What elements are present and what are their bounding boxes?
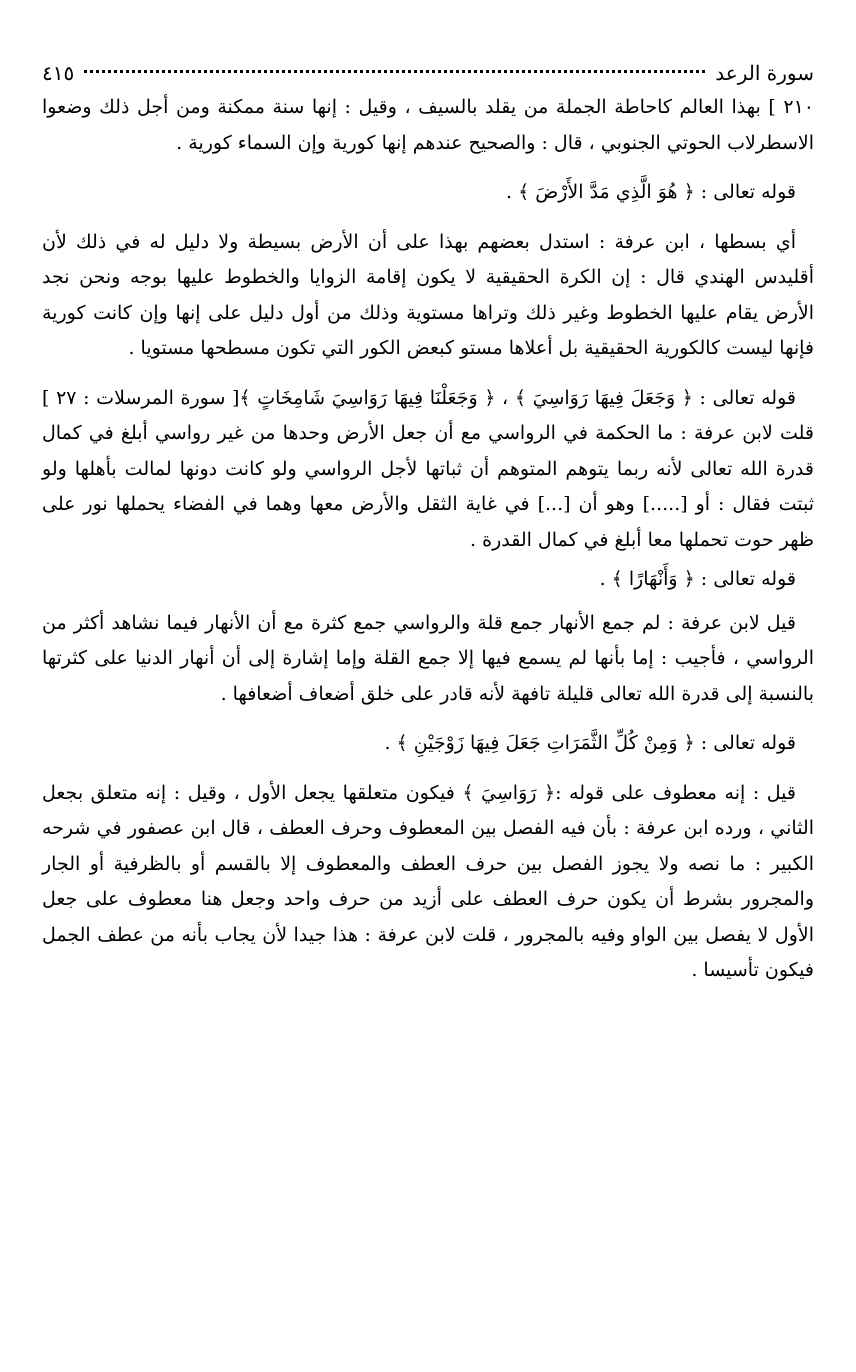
page-body xyxy=(42,90,814,989)
surah-title: سورة الرعد xyxy=(715,61,814,85)
paragraph: أي بسطها ، ابن عرفة : استدل بعضهم بهذا على أن الأرض بسيطة ولا دليل له في ذلك لأن أقليدس الهندي قال : إن الكرة الحقيقية لا يكون إقامة الزوايا والخطوط عليها بوجه ونحن نجد الأرض يقام عليها الخطوط وغير ذلك وتراها مستوية وذلك من أول دليل على إنها وإن كانت كورية فإنها ليست كالكورية الحقيقية بل أعلاها مستو كبعض الكور التي تكون مسطحها مستويا . xyxy=(42,230,814,359)
paragraph: ٢١٠ ] بهذا العالم كاحاطة الجملة من يقلد بالسيف ، وقيل : إنها سنة ممكنة ومن أجل ذلك وضعوا الاسطرلاب الحوتي الجنوبي ، قال : والصحيح عندهم إنها كورية وإن السماء كورية . xyxy=(42,96,814,154)
page-number: ٤١٥ xyxy=(42,61,75,85)
verse-heading: قوله تعالى : ﴿ هُوَ الَّذِي مَدَّ الأَرْضَ ﴾ . xyxy=(506,181,796,203)
verse-heading: قوله تعالى : ﴿ وَأَنْهَارًا ﴾ . xyxy=(599,568,796,590)
dotted-leader xyxy=(84,70,705,73)
verse-heading: قوله تعالى : ﴿ وَمِنْ كُلِّ الثَّمَرَاتِ جَعَلَ فِيهَا زَوْجَيْنِ ﴾ . xyxy=(384,732,796,754)
running-header xyxy=(42,58,814,88)
paragraph: قوله تعالى : ﴿ وَجَعَلَ فِيهَا رَوَاسِيَ ﴾ ، ﴿ وَجَعَلْنَا فِيهَا رَوَاسِيَ شَامِخَاتٍ ﴾[ سورة المرسلات : ٢٧ ] قلت لابن عرفة : ما الحكمة في الرواسي مع أن جعل الأرض وحدها من غير رواسي أبلغ في كمال قدرة الله تعالى لأنه ربما يتوهم المتوهم أن ثباتها لأجل الرواسي ولو كانت دونها لمالت بأهلها ولو ثبتت فقال : أو [.....] وهو أن [...] في غاية الثقل والأرض معها وهما في الفضاء يحملها نور على ظهر حوت تحملها معا أبلغ في كمال القدرة . xyxy=(42,386,814,551)
paragraph: قيل لابن عرفة : لم جمع الأنهار جمع قلة والرواسي جمع كثرة مع أن الأنهار فيما نشاهد أكثر من الرواسي ، فأجيب : إما بأنها لم يسمع فيها إلا جمع القلة وإما إشارة إلى أن أنهار الدنيا على كثرتها بالنسبة إلى قدرة الله تعالى قليلة تافهة لأنه قادر على خلق أضعاف أضعافها . xyxy=(42,611,814,705)
paragraph: قيل : إنه معطوف على قوله :﴿ رَوَاسِيَ ﴾ فيكون متعلقها يجعل الأول ، وقيل : إنه متعلق بجعل الثاني ، ورده ابن عرفة : بأن فيه الفصل بين المعطوف وحرف العطف ، قال ابن عصفور في شرحه الكبير : ما نصه ولا يجوز الفصل بين حرف العطف والمعطوف إلا بالقسم أو بالظرفية أو الجار والمجرور بشرط أن يكون حرف العطف على أزيد من حرف واحد وجعل هنا معطوف على جعل الأول لا يفصل بين الواو وفيه بالمجرور ، قلت لابن عرفة : هذا جيدا لأن يجاب بأنه من عطف الجمل فيكون تأسيسا . xyxy=(42,781,814,981)
